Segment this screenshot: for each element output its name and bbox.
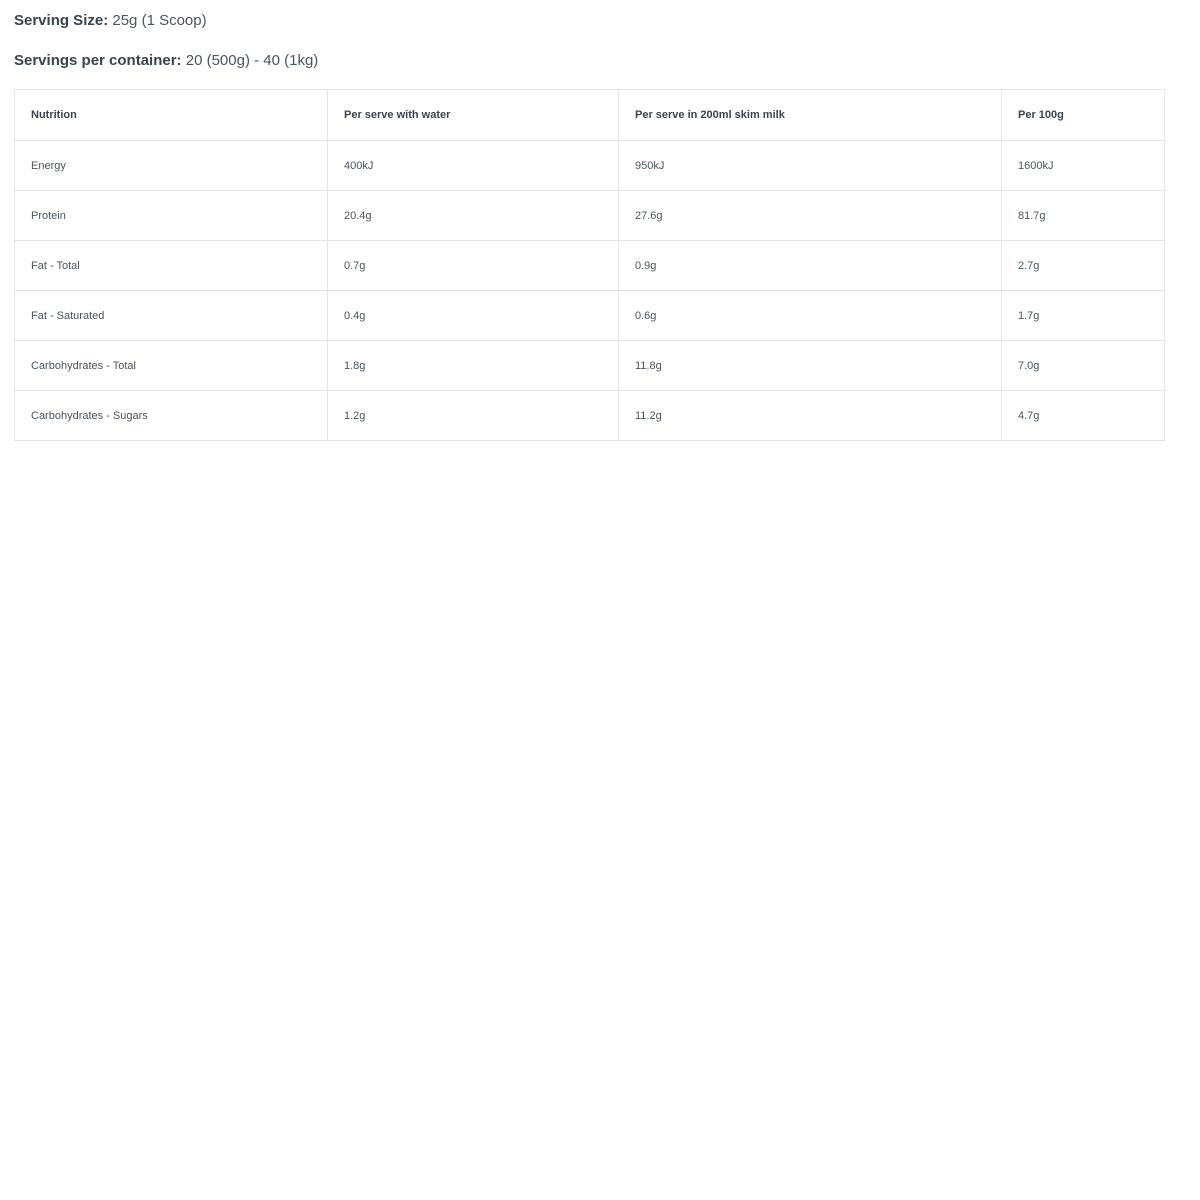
nutrient-name: Carbohydrates - Sugars [15,391,328,441]
value-per-serve-water: 20.4g [328,191,619,241]
value-per-serve-skim-milk: 27.6g [619,191,1002,241]
value-per-serve-skim-milk: 0.9g [619,241,1002,291]
serving-size-line [14,0,1186,31]
serving-size-label: Serving Size: [14,12,109,29]
value-per-serve-water: 400kJ [328,141,619,191]
value-per-serve-skim-milk: 11.2g [619,391,1002,441]
value-per-serve-water: 1.2g [328,391,619,441]
value-per-serve-water: 1.8g [328,341,619,391]
nutrient-name: Energy [15,141,328,191]
nutrient-name: Carbohydrates - Total [15,341,328,391]
value-per-serve-skim-milk: 950kJ [619,141,1002,191]
table-header-row [15,90,1165,141]
value-per-100g: 4.7g [1002,391,1165,441]
column-header-per-serve-skim-milk: Per serve in 200ml skim milk [619,90,1002,141]
nutrition-table [14,89,1165,441]
value-per-serve-skim-milk: 11.8g [619,341,1002,391]
table-row [15,241,1165,291]
serving-size-value: 25g (1 Scoop) [112,12,207,29]
nutrient-name: Fat - Total [15,241,328,291]
table-row [15,341,1165,391]
column-header-per-100g: Per 100g [1002,90,1165,141]
nutrient-name: Protein [15,191,328,241]
nutrient-name: Fat - Saturated [15,291,328,341]
value-per-serve-water: 0.4g [328,291,619,341]
value-per-100g: 7.0g [1002,341,1165,391]
servings-per-container-value: 20 (500g) - 40 (1kg) [185,52,319,69]
column-header-per-serve-water: Per serve with water [328,90,619,141]
value-per-serve-water: 0.7g [328,241,619,291]
value-per-serve-skim-milk: 0.6g [619,291,1002,341]
value-per-100g: 81.7g [1002,191,1165,241]
column-header-nutrition: Nutrition [15,90,328,141]
nutrition-info-section [0,0,1200,441]
value-per-100g: 1.7g [1002,291,1165,341]
servings-per-container-label: Servings per container: [14,52,182,69]
value-per-100g: 2.7g [1002,241,1165,291]
servings-per-container-line [14,51,1186,71]
table-row [15,291,1165,341]
value-per-100g: 1600kJ [1002,141,1165,191]
table-row [15,391,1165,441]
table-row [15,191,1165,241]
table-row [15,141,1165,191]
